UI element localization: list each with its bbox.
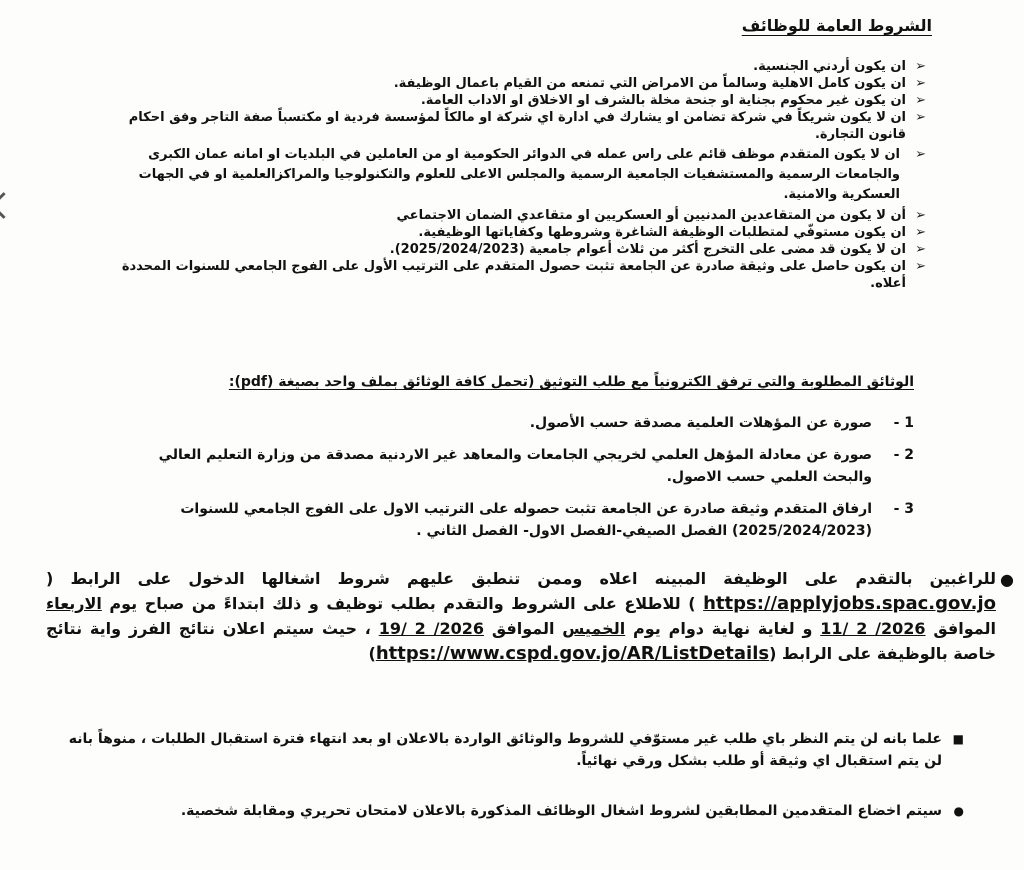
criteria-item: ➢ أن لا يكون من المتقاعدين المدنيين أو العسكريين او متقاعدي الضمان الاجتماعي	[396, 208, 926, 223]
note-item: ● سيتم اخضاع المتقدمين المطابقين لشروط اشغال الوظائف المذكورة بالاعلان لامتحان تحريري ومقابلة شخصية.	[64, 800, 964, 822]
document-item: 1 - صورة عن المؤهلات العلمية مصدقة حسب الأصول.	[529, 415, 914, 431]
criteria-item: ➢ ان يكون حاصل على وثيقة صادرة عن الجامعة تثبت حصول المتقدم على الترتيب الأول على الفوج الجامعي للسنوات المحددة أعلاه.	[121, 259, 926, 291]
criteria-item: ➢ ان لا يكون المتقدم موظف قائم على راس عمله في الدوائر الحكومية او من العاملين في البلديات او امانه عمان الكبرى والجامعات الرسمية والمستشفيات الجامعية الرسمية والمجلس الاعلى للعلوم والتكنولوجيا والمراكزالعلمية او في الجهات العسكرية والامنية.	[138, 147, 926, 202]
results-link[interactable]: https://www.cspd.gov.jo/AR/ListDetails	[375, 643, 770, 664]
check-arrow-icon: ➢	[915, 59, 926, 74]
criteria-list	[106, 58, 926, 292]
document-item: 3 - ارفاق المتقدم وثيقة صادرة عن الجامعة تثبت حصوله على الترتيب الاول على الفوج الجامعي للسنوات (2025/2024/2023) الفصل الصيفي-الفصل الاول- الفصل الثاني .	[180, 501, 914, 539]
check-arrow-icon: ➢	[915, 225, 926, 240]
criteria-item: ➢ ان يكون أردني الجنسية.	[753, 59, 926, 74]
criteria-item: ➢ ان لا يكون شريكاً في شركة تضامن او يشارك في ادارة اي شركة او مالكاً لمؤسسة فردية او مكتسباً صفة التاجر وفق احكام قانون التجارة.	[128, 110, 926, 142]
criteria-item: ➢ ان لا يكون قد مضى على التخرج أكثر من ثلاث أعوام جامعية (2025/2024/2023).	[389, 242, 926, 257]
document-item: 2 - صورة عن معادلة المؤهل العلمي لخريجي الجامعات والمعاهد غير الاردنية مصدقة من وزارة التعليم العالي والبحث العلمي حسب الاصول.	[158, 447, 914, 485]
application-paragraph: ● للراغبين بالتقدم على الوظيفة المبينه اعلاه وممن تنطبق عليهم شروط اشغالها الدخول على الرابط ( https://applyjobs.spac.gov.jo ) للاطلاع على الشروط والتقدم بطلب توظيف و ذلك ابتداءً من صباح يوم الاربعاء الموافق 11/ 2 /2026 و لغاية نهاية دوام يوم الخميس الموافق 19/ 2 /2026 ، حيث سيتم اعلان نتائج الفرز واية نتائج خاصة بالوظيفة على الرابط (https://www.cspd.gov.jo/AR/ListDetails)	[46, 569, 1014, 664]
check-arrow-icon: ➢	[915, 259, 926, 274]
bullet-icon: ●	[1000, 570, 1014, 589]
check-arrow-icon: ➢	[915, 147, 926, 162]
documents-list	[124, 412, 914, 552]
criteria-item: ➢ ان يكون غير محكوم بجناية او جنحة مخلة بالشرف او الاخلاق او الاداب العامة.	[420, 93, 926, 108]
check-arrow-icon: ➢	[915, 208, 926, 223]
check-arrow-icon: ➢	[915, 110, 926, 125]
check-arrow-icon: ➢	[915, 93, 926, 108]
page-title: الشروط العامة للوظائف	[741, 16, 932, 35]
documents-heading: الوثائق المطلوبة والتي ترفق الكترونياً مع طلب التوثيق (تحمل كافة الوثائق بملف واحد بصيغة (pdf):	[228, 374, 914, 390]
criteria-item: ➢ ان يكون مستوفّي لمتطلبات الوظيفة الشاغرة وشروطها وكفاياتها الوظيفية.	[418, 225, 926, 240]
apply-jobs-link[interactable]: https://applyjobs.spac.gov.jo	[703, 593, 996, 614]
note-item: ■ علما بانه لن يتم النظر باي طلب غير مستوّفي للشروط والوثائق الواردة بالاعلان او بعد انتهاء فترة استقبال الطلبات ، منوهاً بانه لن يتم استقبال اي وثيقة أو طلب بشكل ورقي نهائياً.	[64, 728, 964, 772]
criteria-item: ➢ ان يكون كامل الاهلية وسالماً من الامراض التي تمنعه من القيام باعمال الوظيفة.	[393, 76, 926, 91]
check-arrow-icon: ➢	[915, 242, 926, 257]
page-edge-chevron-icon	[0, 192, 17, 219]
bullet-icon: ■	[952, 732, 964, 746]
bullet-icon: ●	[953, 804, 964, 818]
check-arrow-icon: ➢	[915, 76, 926, 91]
